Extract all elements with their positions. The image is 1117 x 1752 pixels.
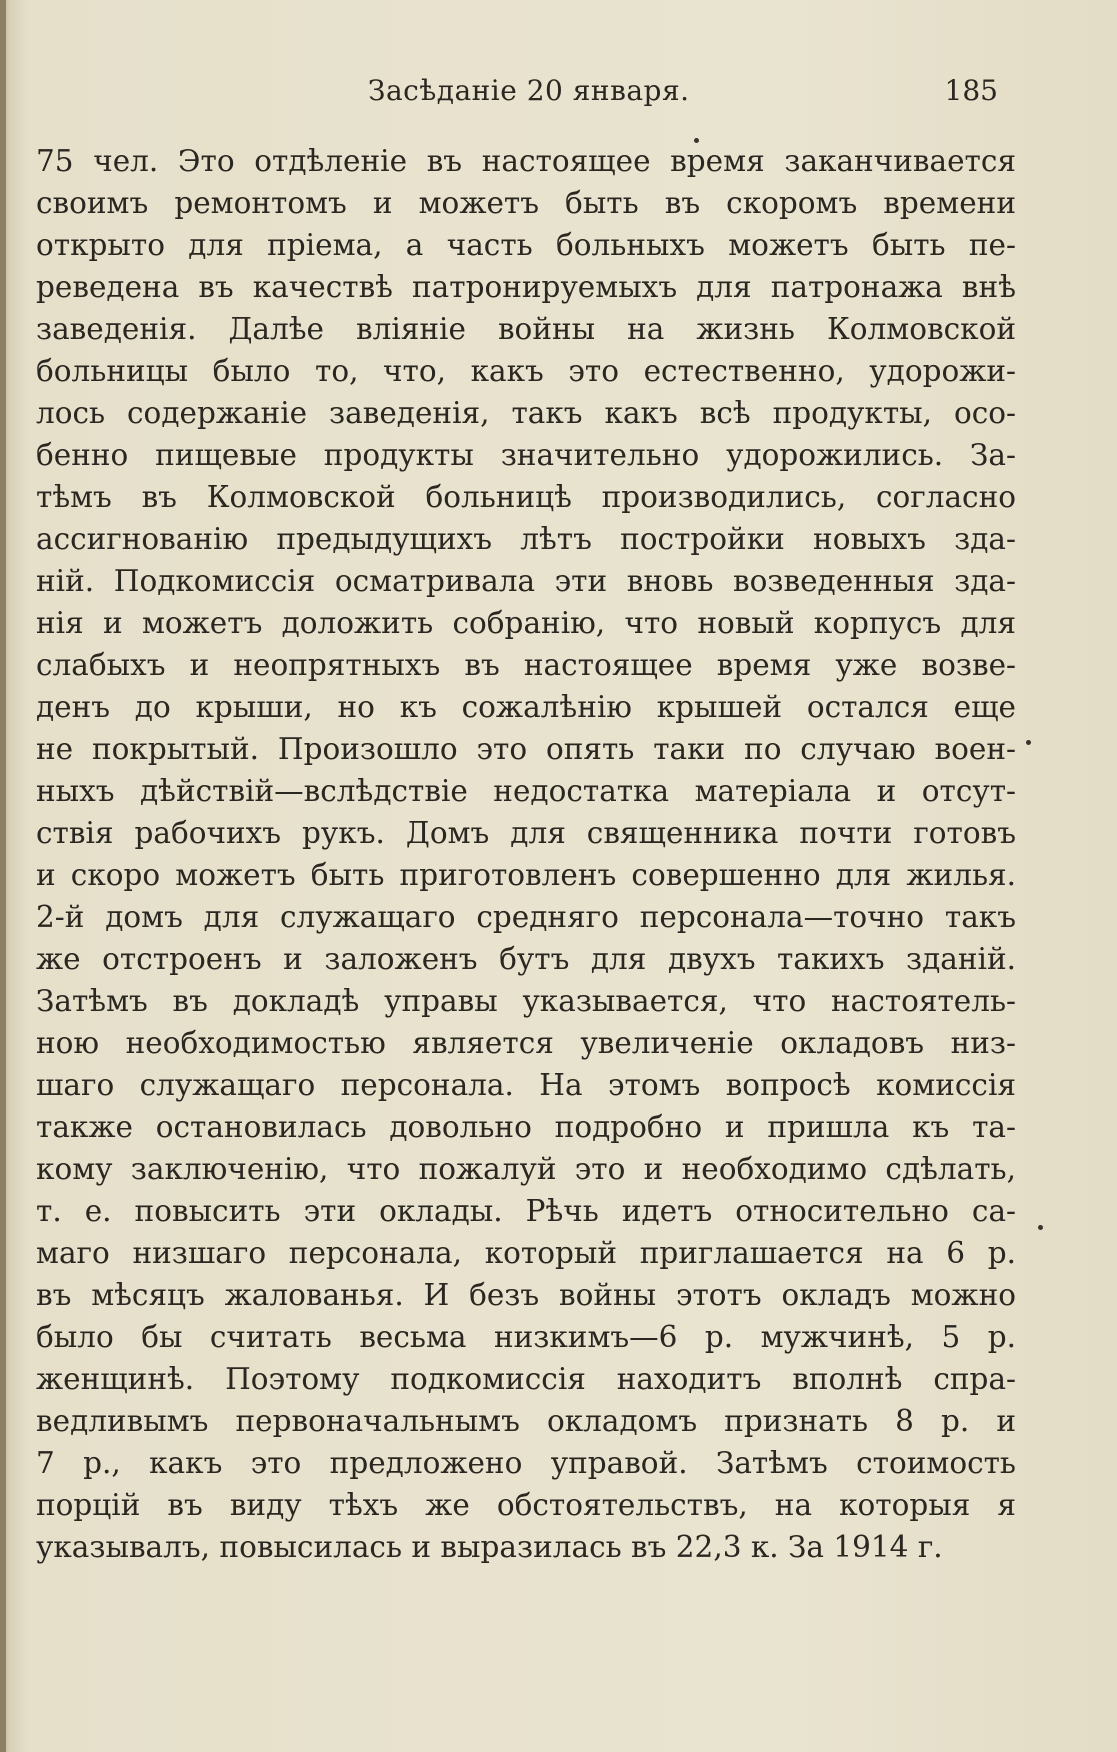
text-line: и скоро можетъ быть приготовленъ совершенно для жилья.: [36, 858, 1016, 892]
text-line: ній. Подкомиссія осматривала эти вновь возведенныя зда-: [36, 564, 1016, 598]
text-line: ною необходимостью является увеличеніе окладовъ низ-: [36, 1026, 1016, 1060]
text-line: денъ до крыши, но къ сожалѣнію крышей остался еще: [36, 690, 1016, 724]
text-line: же отстроенъ и заложенъ бутъ для двухъ такихъ зданій.: [36, 942, 1016, 976]
text-line: ныхъ дѣйствій—вслѣдствіе недостатка матеріала и отсут-: [36, 774, 1016, 808]
text-line: женщинѣ. Поэтому подкомиссія находитъ вполнѣ спра-: [36, 1362, 1016, 1396]
text-line: т. е. повысить эти оклады. Рѣчь идетъ относительно са-: [36, 1194, 1016, 1228]
text-line: лось содержаніе заведенія, такъ какъ всѣ продукты, осо-: [36, 396, 1016, 430]
text-line: 7 р., какъ это предложено управой. Затѣмъ стоимость: [36, 1446, 1016, 1480]
text-line: тѣмъ въ Колмовской больницѣ производились, согласно: [36, 480, 1016, 514]
page-number: 185: [944, 74, 998, 107]
running-title: Засѣданіе 20 января.: [368, 74, 690, 107]
text-line: порцій въ виду тѣхъ же обстоятельствъ, на которыя я: [36, 1488, 1016, 1522]
ink-speck: [1038, 1225, 1043, 1230]
page-binding-edge: [0, 0, 6, 1752]
text-line: шаго служащаго персонала. На этомъ вопросѣ комиссія: [36, 1068, 1016, 1102]
text-line: ствія рабочихъ рукъ. Домъ для священника почти готовъ: [36, 816, 1016, 850]
text-line: ведливымъ первоначальнымъ окладомъ признать 8 р. и: [36, 1404, 1016, 1438]
body-text: [36, 140, 1016, 1568]
text-line: заведенія. Далѣе вліяніе войны на жизнь Колмовской: [36, 312, 1016, 346]
text-line: бенно пищевые продукты значительно удорожились. За-: [36, 438, 1016, 472]
page-header: [368, 74, 1008, 122]
text-line: больницы было то, что, какъ это естественно, удорожи-: [36, 354, 1016, 388]
text-line: маго низшаго персонала, который приглашается на 6 р.: [36, 1236, 1016, 1270]
text-line: реведена въ качествѣ патронируемыхъ для патронажа внѣ: [36, 270, 1016, 304]
text-line: кому заключенію, что пожалуй это и необходимо сдѣлать,: [36, 1152, 1016, 1186]
text-line: своимъ ремонтомъ и можетъ быть въ скоромъ времени: [36, 186, 1016, 220]
text-line: 2-й домъ для служащаго средняго персонала—точно такъ: [36, 900, 1016, 934]
text-line: также остановилась довольно подробно и пришла къ та-: [36, 1110, 1016, 1144]
text-line: въ мѣсяцъ жалованья. И безъ войны этотъ окладъ можно: [36, 1278, 1016, 1312]
text-line: 75 чел. Это отдѣленіе въ настоящее время заканчивается: [36, 144, 1016, 178]
text-line: нія и можетъ доложить собранію, что новый корпусъ для: [36, 606, 1016, 640]
text-line: указывалъ, повысилась и выразилась въ 22,3 к. За 1914 г.: [36, 1530, 943, 1564]
text-line: слабыхъ и неопрятныхъ въ настоящее время уже возве-: [36, 648, 1016, 682]
text-line: не покрытый. Произошло это опять таки по случаю воен-: [36, 732, 1016, 766]
text-line: Затѣмъ въ докладѣ управы указывается, что настоятель-: [36, 984, 1016, 1018]
text-line: ассигнованію предыдущихъ лѣтъ постройки новыхъ зда-: [36, 522, 1016, 556]
text-line: было бы считать весьма низкимъ—6 р. мужчинѣ, 5 р.: [36, 1320, 1016, 1354]
text-line: открыто для пріема, а часть больныхъ можетъ быть пе-: [36, 228, 1016, 262]
ink-speck: [1026, 740, 1031, 745]
ink-speck: [694, 138, 699, 143]
